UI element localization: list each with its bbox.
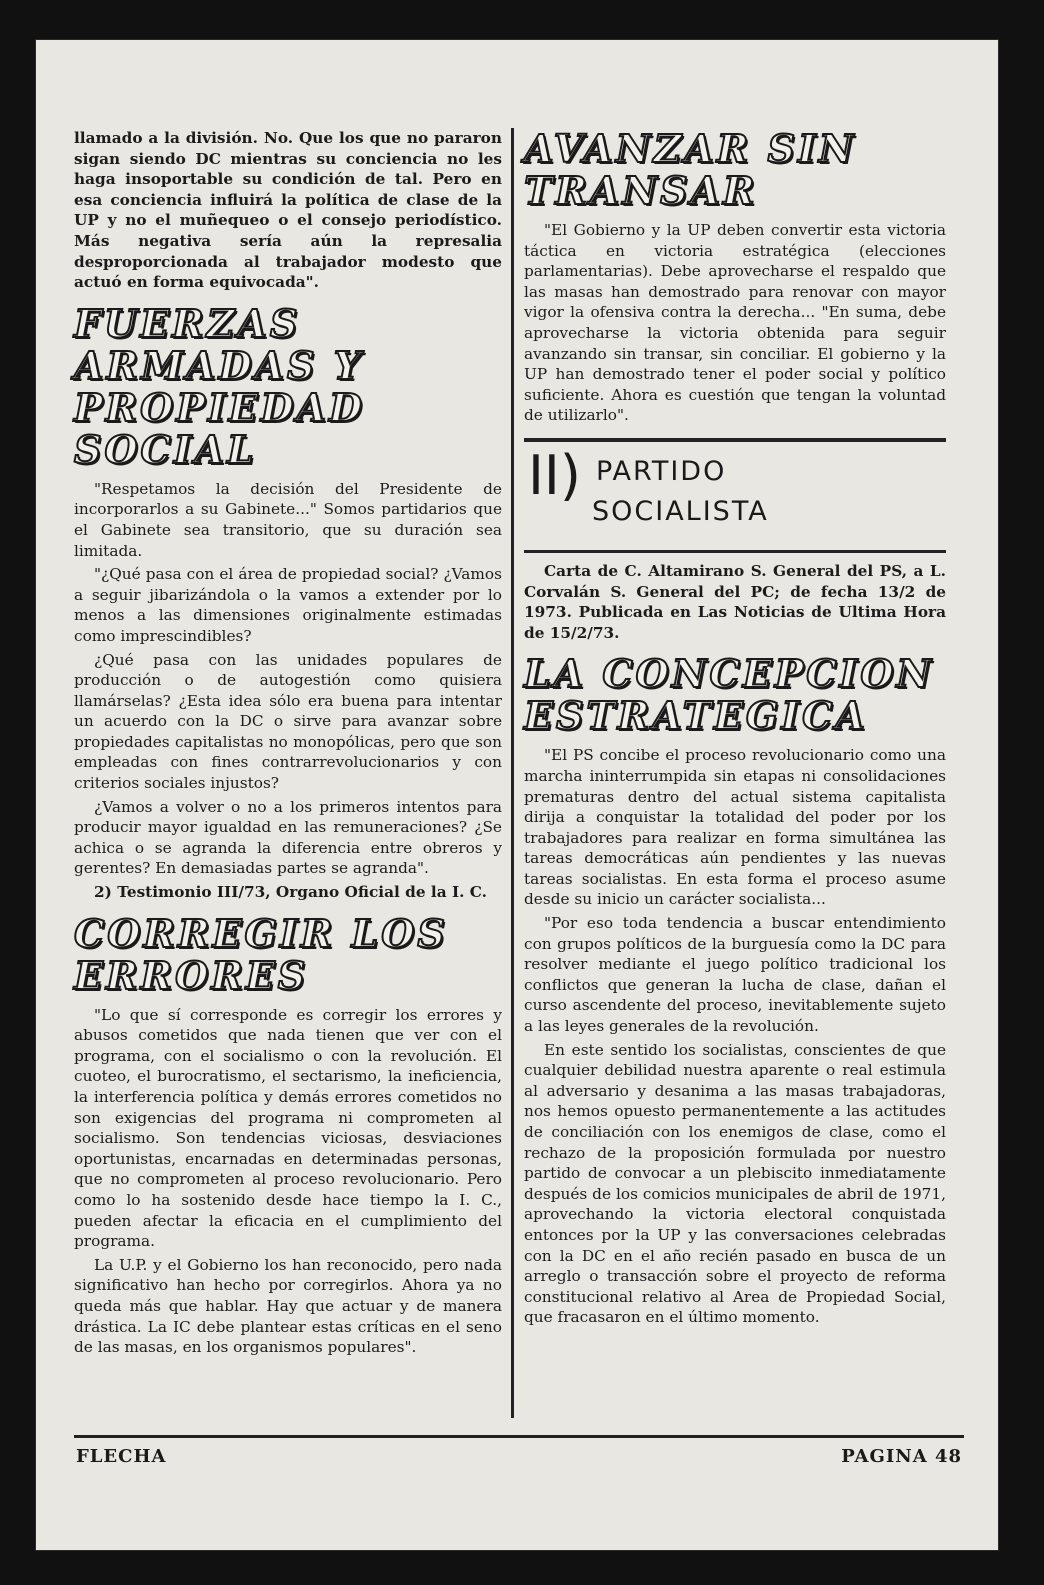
heading-line: ERRORES [74,952,309,998]
paragraph: ¿Qué pasa con las unidades populares de producción o de autogestión como quisiera llamárselas? ¿Esta idea sólo era buena para intentar un acuerdo con la DC o sirve para avanzar sobre propiedades capitalistas no monopólicas, pero que son empleadas con fines contrarrevolucionarios y con criterios sociales injustos? [74,650,502,793]
source-citation: 2) Testimonio III/73, Organo Oficial de la I. C. [94,883,487,902]
section-heading-partido-socialista [524,443,946,544]
paragraph: "El PS concibe el proceso revolucionario como una marcha ininterrumpida sin etapas ni consolidaciones prematuras dentro del actual sistema capitalista dirija a conquistar la totalidad del poder por los trabajadores para realizar en forma simultánea las tareas democráticas aún pendientes y las nuevas tareas socialistas. En esta forma el proceso asume desde su inicio un carácter socialista... [524,746,946,909]
letter-note: Carta de C. Altamirano S. General del PS, a L. Corvalán S. General del PC; de fecha 13/2 de 1973. Publicada en Las Noticias de Ultima Hora de 15/2/73. [524,561,946,642]
section-number: II) [528,443,581,507]
heading-line: ARMADAS Y [74,342,364,388]
paragraph: "El Gobierno y la UP deben convertir esta victoria táctica en victoria estratégica (elecciones parlamentarias). Debe aprovecharse el respaldo que las masas han demostrado para renovar con mayor vigor la ofensiva contra la derecha... "En suma, debe aprovecharse la victoria obtenida para seguir avanzando sin transar, sin conciliar. El gobierno y la UP han demostrado tener el poder social y político suficiente. Ahora es cuestión que tengan la voluntad de utilizarlo". [524,221,946,425]
heading-fuerzas-armadas [74,300,502,472]
paragraph: ¿Vamos a volver o no a los primeros intentos para producir mayor igualdad en las remuneraciones? ¿Se achica o se agranda la diferencia entre obreros y gerentes? En demasiadas partes se agranda". [74,797,502,878]
heading-line: ESTRATEGICA [524,693,868,739]
section-rule [524,438,946,442]
left-column [74,128,502,1361]
heading-concepcion-estrategica [524,653,946,737]
section-title-line: PARTIDO [596,455,727,487]
heading-line: TRANSAR [524,168,758,213]
paragraph: "Por eso toda tendencia a buscar entendimiento con grupos políticos de la burguesía como la DC para resolver mediante el juego político tradicional los conflictos que generan la lucha de clase, dañan el curso ascendente del proceso, inevitablemente sujeto a las leyes generales de la revolución. [524,914,946,1036]
footer-rule [74,1435,964,1438]
heading-corregir-errores [74,910,502,998]
heading-line: SOCIAL [74,426,257,472]
heading-line: CORREGIR LOS [74,910,448,956]
page-number: PAGINA 48 [841,1446,962,1467]
section-rule [524,550,946,553]
column-divider [511,128,514,1418]
heading-line: AVANZAR SIN [524,126,857,171]
heading-line: LA CONCEPCION [524,651,935,697]
paragraph: "Respetamos la decisión del Presidente de incorporarlos a su Gabinete..." Somos partidarios que el Gabinete sea transitorio, que su duración sea limitada. [74,479,502,560]
newspaper-page [36,40,998,1550]
heading-avanzar-sin-transar [524,128,946,212]
publication-name: FLECHA [76,1446,167,1467]
heading-line: FUERZAS [74,300,301,346]
paragraph: En este sentido los socialistas, conscientes de que cualquier debilidad nuestra aparente o real estimula al adversario y desanima a las masas trabajadoras, nos hemos opuesto permanentemente a las actitudes de conciliación con los enemigos de clase, como el rechazo de la proposición formulada por nuestro partido de convocar a un plebiscito inmediatamente después de los comicios municipales de abril de 1971, aprovechando la victoria electoral conquistada entonces por la UP y las conversaciones celebradas con la DC en el año recién pasado en busca de un arreglo o transacción sobre el proyecto de reforma constitucional relativo al Area de Propiedad Social, que fracasaron en el último momento. [524,1040,946,1327]
paragraph: La U.P. y el Gobierno los han reconocido, pero nada significativo han hecho por corregirlos. Ahora ya no queda más que hablar. Hay que actuar y de manera drástica. La IC debe plantear estas críticas en el seno de las masas, en los organismos populares". [74,1255,502,1357]
right-column [524,128,946,1331]
intro-paragraph: llamado a la división. No. Que los que no pararon sigan siendo DC mientras su conciencia no les haga insoportable su condición de tal. Pero en esa conciencia influirá la política de clase de la UP y no el muñequeo o el consejo periodístico. Más negativa sería aún la represalia desproporcionada al trabajador modesto que actuó en forma equivocada". [74,129,502,292]
section-title-line: SOCIALISTA [592,495,769,527]
paragraph: "¿Qué pasa con el área de propiedad social? ¿Vamos a seguir jibarizándola o la vamos a extender por lo menos a las dimensiones originalmente estimadas como imprescindibles? [74,565,502,645]
heading-line: PROPIEDAD [74,384,365,430]
paragraph: "Lo que sí corresponde es corregir los errores y abusos cometidos que nada tienen que ver con el programa, con el socialismo o con la revolución. El cuoteo, el burocratismo, el sectarismo, la ineficiencia, la interferencia política y demás errores cometidos no son exigencias del programa ni comprometen al socialismo. Son tendencias viciosas, desviaciones oportunistas, encarnadas en determinadas personas, que no comprometen al proceso revolucionario. Pero como lo ha sostenido desde hace tiempo la I. C., pueden afectar la eficacia en el cumplimiento del programa. [74,1005,502,1251]
